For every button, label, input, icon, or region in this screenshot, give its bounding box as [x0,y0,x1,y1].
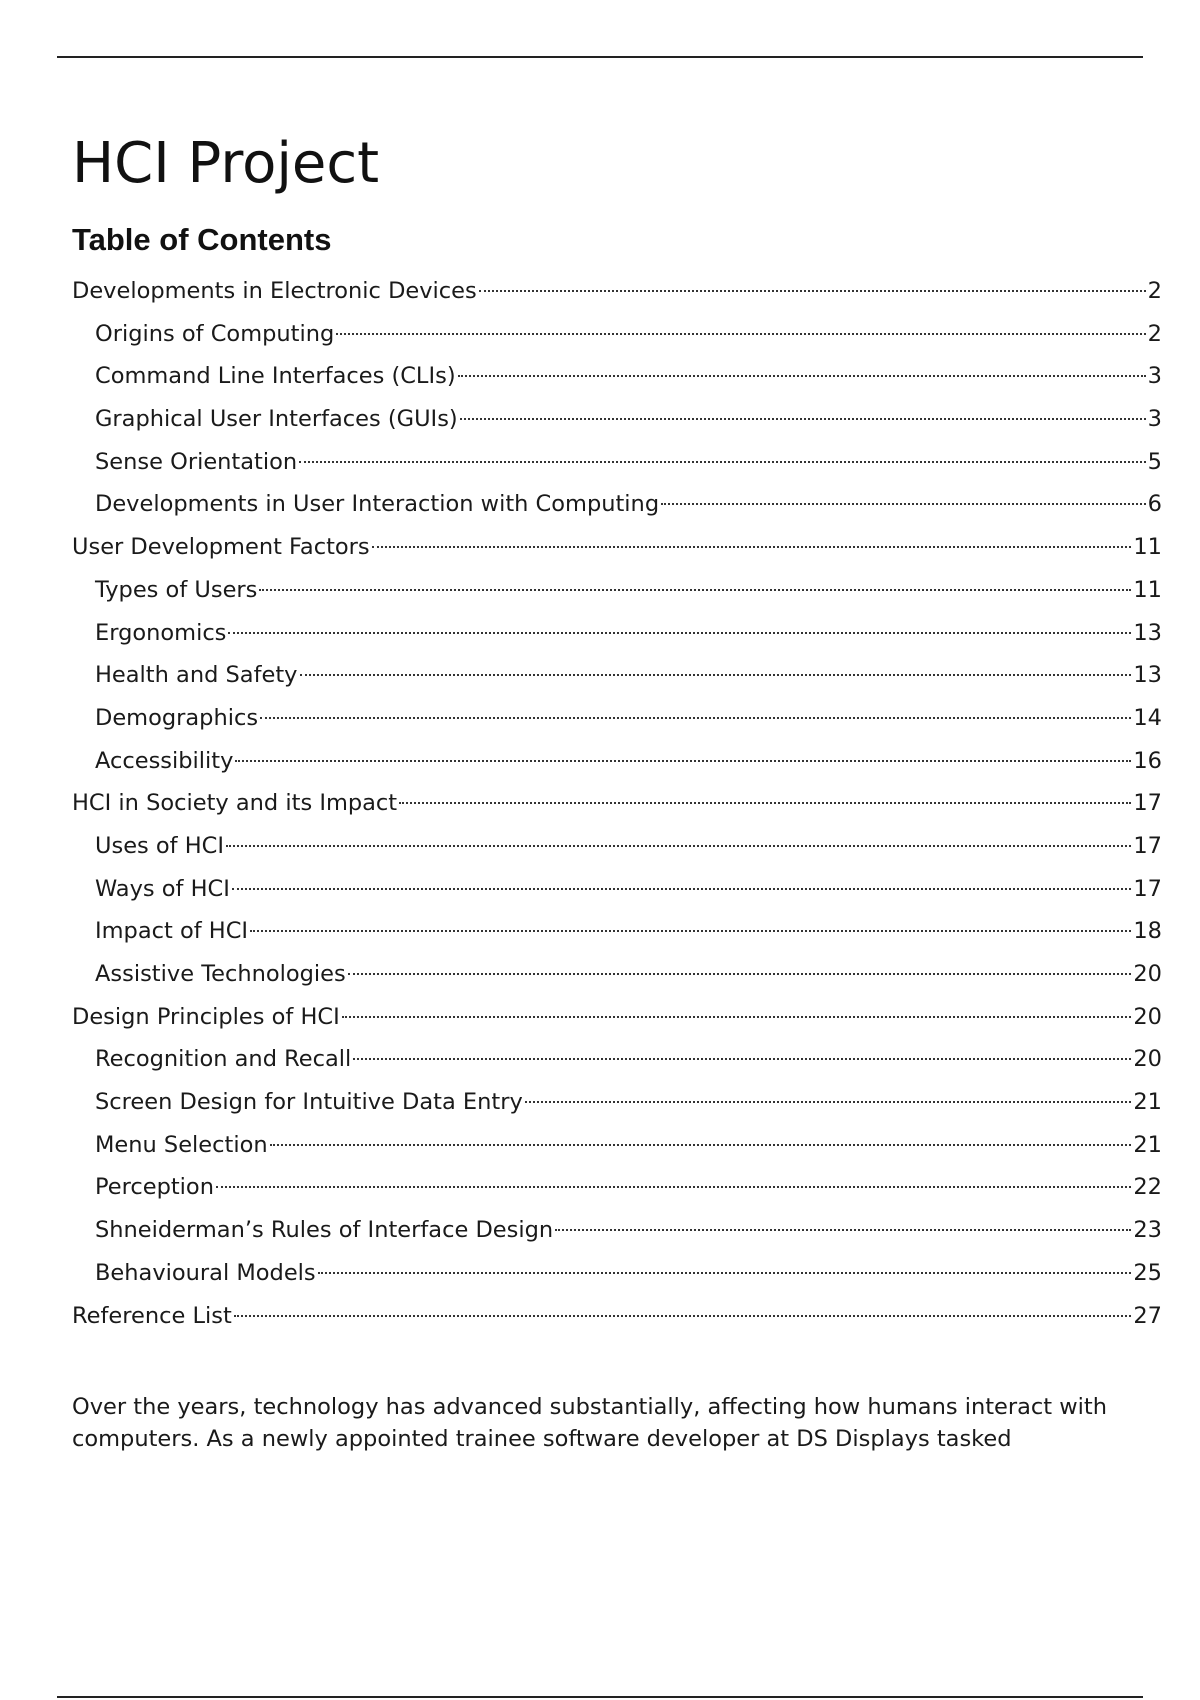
toc-entry[interactable] [72,1295,1162,1338]
toc-entry-label: Behavioural Models [95,1259,316,1286]
toc-entry[interactable] [72,1038,1162,1081]
toc-entry-page-number: 21 [1133,1131,1162,1158]
toc-entry-label: HCI in Society and its Impact [72,790,398,817]
toc-entry-label: Developments in User Interaction with Computing [95,491,660,518]
toc-dot-leader [479,290,1146,292]
toc-dot-leader [250,930,1131,932]
toc-entry-label: Ergonomics [95,619,227,646]
toc-entry-page-number: 11 [1133,576,1162,603]
toc-entry[interactable] [72,1166,1162,1209]
toc-entry[interactable] [72,1081,1162,1124]
toc-dot-leader [234,1315,1132,1317]
toc-entry[interactable] [72,1252,1162,1295]
toc-entry[interactable] [72,953,1162,996]
toc-entry[interactable] [72,1124,1162,1167]
toc-dot-leader [336,333,1145,335]
toc-entry-label: Uses of HCI [95,832,225,859]
toc-dot-leader [372,546,1132,548]
toc-dot-leader [216,1186,1131,1188]
toc-entry-page-number: 11 [1133,534,1162,561]
toc-heading: Table of Contents [72,222,332,257]
toc-entry-label: Reference List [72,1302,232,1329]
toc-entry-label: Demographics [95,704,259,731]
toc-dot-leader [228,632,1131,634]
toc-entry[interactable] [72,910,1162,953]
toc-dot-leader [270,1144,1132,1146]
toc-entry-page-number: 5 [1147,448,1162,475]
toc-entry-page-number: 16 [1133,747,1162,774]
toc-entry-label: Health and Safety [95,662,298,689]
toc-entry-page-number: 2 [1147,278,1162,304]
intro-paragraph: Over the years, technology has advanced substantially, affecting how humans interact with computers. As a newly appointed trainee software developer at DS Displays tasked [72,1394,1108,1452]
toc-entry-label: Graphical User Interfaces (GUIs) [95,406,458,433]
toc-entry[interactable] [72,483,1162,526]
toc-entry-page-number: 20 [1133,1003,1162,1030]
toc-entry-label: Screen Design for Intuitive Data Entry [95,1089,523,1116]
toc-entry[interactable] [72,1209,1162,1252]
toc-dot-leader [259,589,1131,591]
toc-dot-leader [318,1272,1132,1274]
toc-entry-label: Sense Orientation [95,448,298,475]
toc-entry-page-number: 13 [1133,662,1162,689]
toc-dot-leader [348,973,1132,975]
toc-entry-page-number: 6 [1147,491,1162,518]
toc-entry-label: Menu Selection [95,1131,268,1158]
toc-entry-page-number: 3 [1147,406,1162,433]
toc-entry[interactable] [72,270,1162,313]
toc-entry[interactable] [72,868,1162,911]
toc-dot-leader [555,1229,1131,1231]
toc-entry-page-number: 17 [1133,875,1162,902]
toc-dot-leader [299,461,1146,463]
document-title: HCI Project [72,131,380,196]
toc-entry[interactable] [72,740,1162,783]
toc-entry[interactable] [72,654,1162,697]
toc-entry[interactable] [72,355,1162,398]
toc-entry-page-number: 17 [1133,832,1162,859]
footer-rule [57,1696,1143,1698]
toc-entry-page-number: 23 [1133,1217,1162,1244]
toc-entry-label: Assistive Technologies [95,961,346,987]
toc-dot-leader [458,375,1146,377]
toc-entry-label: Impact of HCI [95,918,249,945]
toc-entry-page-number: 14 [1133,704,1162,731]
toc-entry-page-number: 27 [1133,1302,1162,1329]
toc-entry-label: Types of Users [95,576,258,603]
toc-dot-leader [235,760,1131,762]
toc-entry[interactable] [72,313,1162,356]
toc-dot-leader [232,888,1131,890]
toc-entry-page-number: 17 [1133,790,1162,817]
toc-entry-label: Shneiderman’s Rules of Interface Design [95,1217,554,1244]
table-of-contents [72,270,1162,1337]
header-rule [57,56,1143,58]
toc-dot-leader [661,503,1146,505]
toc-dot-leader [525,1101,1132,1103]
toc-entry-page-number: 2 [1147,320,1162,347]
toc-dot-leader [226,845,1131,847]
toc-entry[interactable] [72,441,1162,484]
toc-entry-page-number: 13 [1133,619,1162,646]
toc-dot-leader [342,1016,1132,1018]
toc-entry-label: Command Line Interfaces (CLIs) [95,363,456,390]
toc-entry[interactable] [72,996,1162,1039]
toc-entry-page-number: 22 [1133,1174,1162,1201]
toc-entry-label: Accessibility [95,747,234,774]
toc-entry-label: Recognition and Recall [95,1046,352,1073]
toc-entry-label: Developments in Electronic Devices [72,278,477,304]
toc-entry-page-number: 20 [1133,1046,1162,1073]
toc-dot-leader [260,717,1131,719]
toc-entry-label: Ways of HCI [95,875,230,902]
toc-entry[interactable] [72,569,1162,612]
toc-entry-page-number: 20 [1133,961,1162,987]
toc-entry[interactable] [72,398,1162,441]
toc-entry-label: Origins of Computing [95,320,335,347]
toc-entry-label: User Development Factors [72,534,370,561]
toc-entry-page-number: 18 [1133,918,1162,945]
toc-entry-label: Design Principles of HCI [72,1003,340,1030]
toc-dot-leader [300,674,1132,676]
toc-entry-page-number: 21 [1133,1089,1162,1116]
toc-entry-page-number: 3 [1147,363,1162,390]
toc-dot-leader [460,418,1146,420]
toc-entry[interactable] [72,825,1162,868]
toc-entry[interactable] [72,612,1162,655]
toc-entry[interactable] [72,526,1162,569]
toc-dot-leader [353,1058,1131,1060]
toc-dot-leader [399,802,1131,804]
toc-entry[interactable] [72,782,1162,825]
toc-entry[interactable] [72,697,1162,740]
toc-entry-label: Perception [95,1174,214,1201]
toc-entry-page-number: 25 [1133,1259,1162,1286]
